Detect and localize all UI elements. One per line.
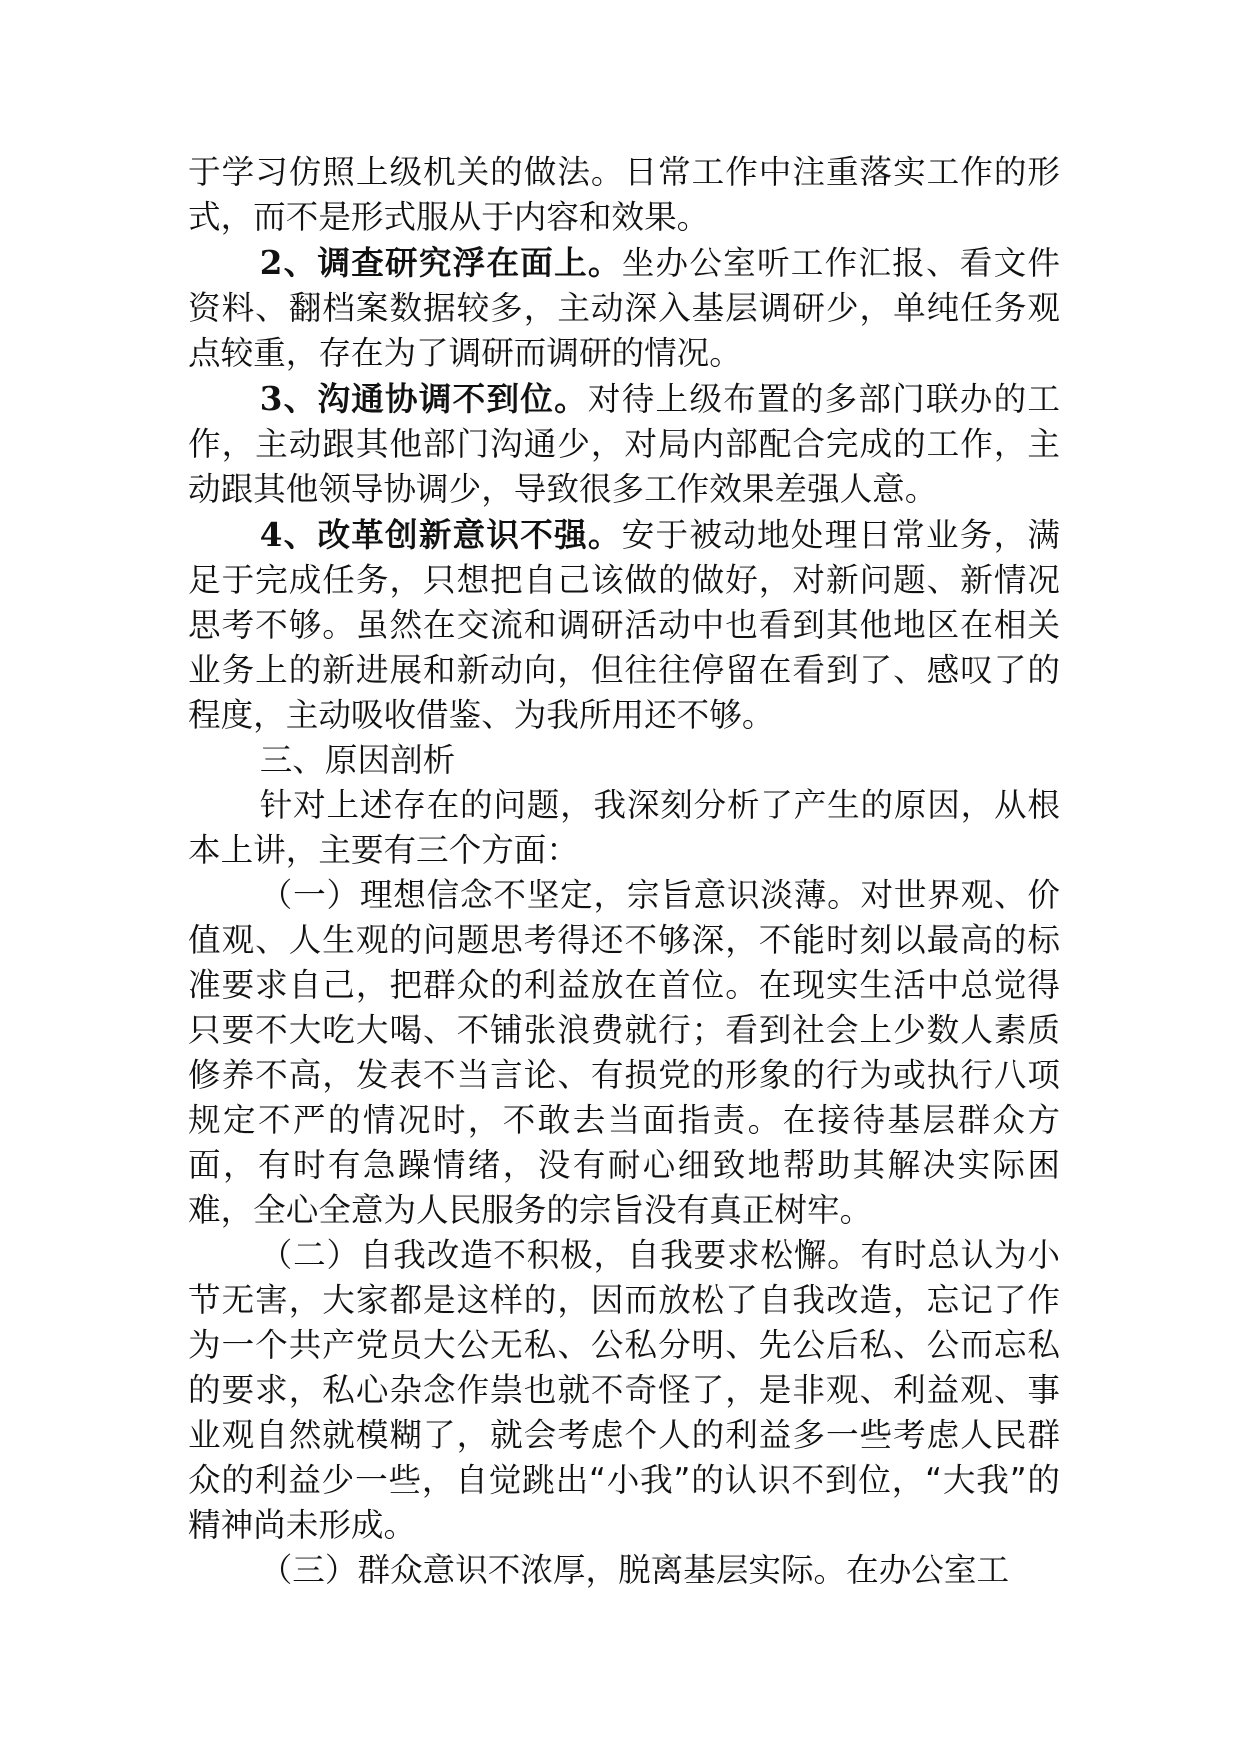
item-heading: 改革创新意识不强。 bbox=[317, 516, 622, 554]
paragraph-item-3 bbox=[188, 376, 1060, 512]
paragraph-item-2 bbox=[188, 240, 1060, 376]
paragraph-reason-3 bbox=[188, 1548, 1060, 1593]
paragraph-text: 安于被动地处理日常业务，满足于完成任务，只想把自己该做的做好，对新问题、新情况思考不够。虽然在交流和调研活动中也看到其他地区在相关业务上的新进展和新动向，但往往停留在看到了、感叹了的程度，主动吸收借鉴、为我所用还不够。 bbox=[188, 516, 1060, 734]
section-heading-text: 三、原因剖析 bbox=[259, 741, 456, 779]
paragraph-text: 针对上述存在的问题，我深刻分析了产生的原因，从根本上讲，主要有三个方面： bbox=[188, 786, 1060, 869]
paragraph-text: 于学习仿照上级机关的做法。日常工作中注重落实工作的形式，而不是形式服从于内容和效果。 bbox=[188, 153, 1060, 236]
paragraph-intro bbox=[188, 783, 1060, 873]
paragraph-text: （二）自我改造不积极，自我要求松懈。有时总认为小节无害，大家都是这样的，因而放松了自我改造，忘记了作为一个共产党员大公无私、公私分明、先公后私、公而忘私的要求，私心杂念作祟也就不奇怪了，是非观、利益观、事业观自然就模糊了，就会考虑个人的利益多一些考虑人民群众的利益少一些，自觉跳出“小我”的认识不到位，“大我”的精神尚未形成。 bbox=[188, 1236, 1060, 1544]
item-number: 3、 bbox=[259, 379, 318, 418]
paragraph-text: （一）理想信念不坚定，宗旨意识淡薄。对世界观、价值观、人生观的问题思考得还不够深，不能时刻以最高的标准要求自己，把群众的利益放在首位。在现实生活中总觉得只要不大吃大喝、不铺张浪费就行；看到社会上少数人素质修养不高，发表不当言论、有损党的形象的行为或执行八项规定不严的情况时，不敢去当面指责。在接待基层群众方面，有时有急躁情绪，没有耐心细致地帮助其解决实际困难，全心全意为人民服务的宗旨没有真正树牢。 bbox=[188, 876, 1060, 1229]
paragraph-item-4 bbox=[188, 512, 1060, 738]
item-number: 4、 bbox=[259, 515, 318, 554]
item-number: 2、 bbox=[259, 243, 318, 282]
section-heading-cause-analysis bbox=[188, 738, 1060, 783]
document-body bbox=[188, 150, 1060, 1593]
paragraph-text: 坐办公室听工作汇报、看文件资料、翻档案数据较多，主动深入基层调研少，单纯任务观点较重，存在为了调研而调研的情况。 bbox=[188, 244, 1060, 372]
paragraph-text: （三）群众意识不浓厚，脱离基层实际。在办公室工 bbox=[259, 1551, 1010, 1589]
paragraph-continuation bbox=[188, 150, 1060, 240]
item-heading: 调查研究浮在面上。 bbox=[317, 244, 622, 282]
paragraph-reason-2 bbox=[188, 1233, 1060, 1548]
item-heading: 沟通协调不到位。 bbox=[317, 380, 588, 418]
paragraph-reason-1 bbox=[188, 873, 1060, 1233]
paragraph-text: 对待上级布置的多部门联办的工作，主动跟其他部门沟通少，对局内部配合完成的工作，主动跟其他领导协调少，导致很多工作效果差强人意。 bbox=[188, 380, 1060, 508]
